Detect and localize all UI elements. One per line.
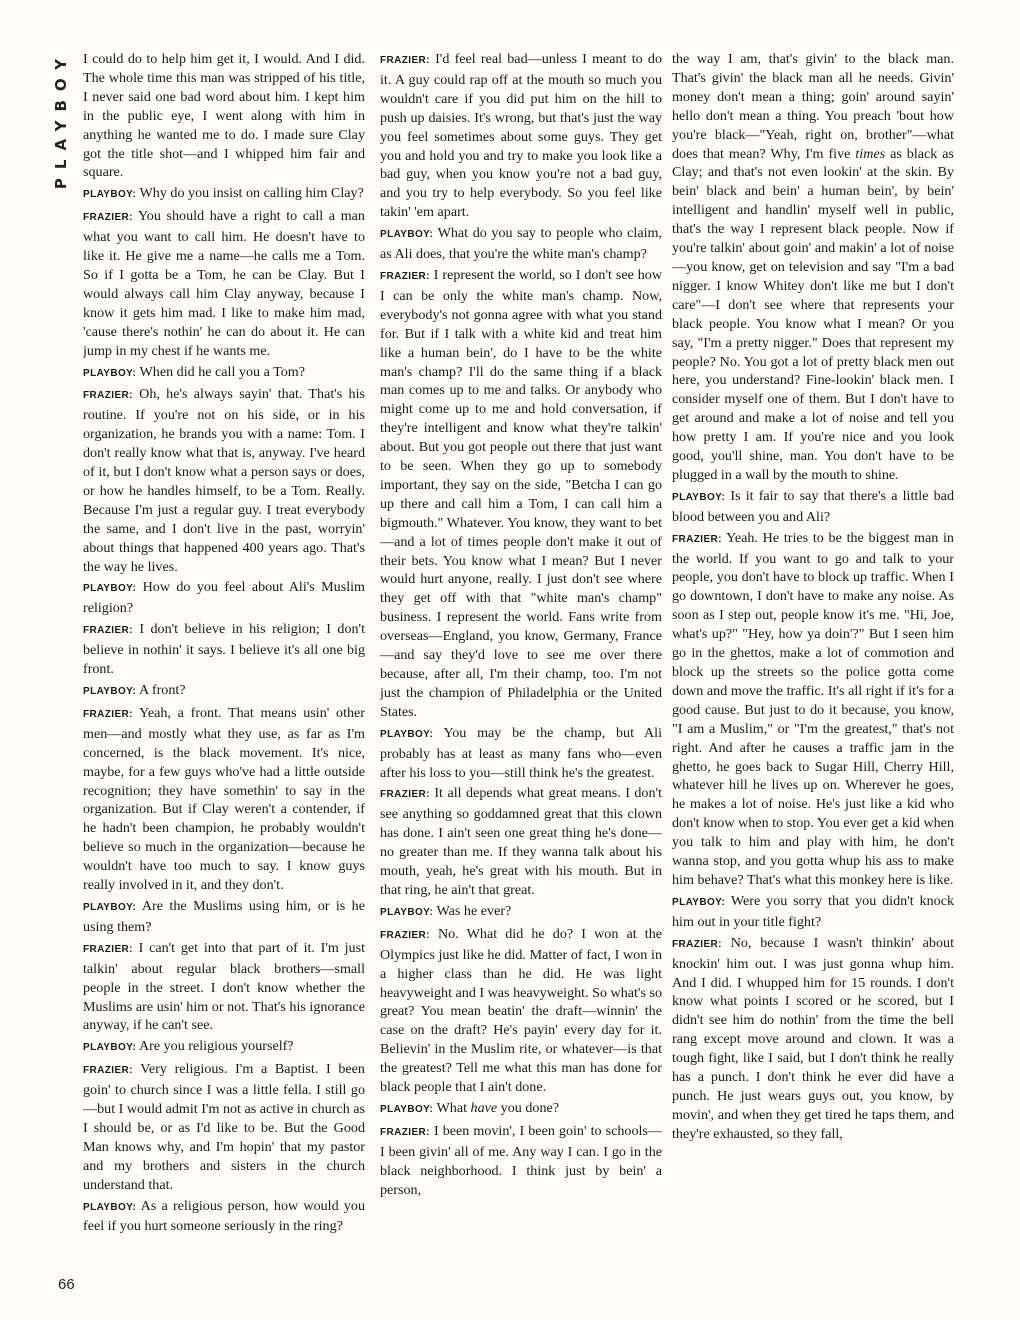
speaker-label: FRAZIER: bbox=[380, 270, 430, 282]
interview-paragraph bbox=[83, 897, 365, 937]
interview-paragraph bbox=[672, 934, 954, 1144]
speaker-label: PLAYBOY: bbox=[380, 1103, 434, 1115]
speaker-label: PLAYBOY: bbox=[83, 189, 137, 201]
paragraph-text: I could do to help him get it, I would. And I did. The whole time this man was stripped of his title, I never said one bad word about him. I kept him in the public eye, I went along with him in anything he wanted me to do. I made sure Clay got the title shot—and I whipped him fair and square. bbox=[83, 51, 365, 181]
paragraph-text: Are the Muslims using him, or is he using them? bbox=[83, 897, 365, 935]
speaker-label: PLAYBOY: bbox=[83, 1201, 137, 1213]
paragraph-text: Are you religious yourself? bbox=[138, 1038, 294, 1055]
interview-paragraph bbox=[83, 363, 365, 384]
speaker-label: PLAYBOY: bbox=[672, 491, 726, 503]
paragraph-text: It all depends what great means. I don't see anything so goddamned great that this clown has done. I ain't seen one great thing he's done—no greater than me. If they wanna talk about his mouth, yeah, he's great with his mouth. But in that ring, he ain't that great. bbox=[380, 785, 662, 898]
speaker-label: FRAZIER: bbox=[380, 55, 430, 66]
interview-paragraph bbox=[83, 681, 365, 702]
text-column-1 bbox=[83, 50, 365, 1290]
interview-paragraph bbox=[380, 902, 662, 923]
paragraph-text: the way I am, that's givin' to the black man. That's givin' the black man all he needs. Givin' money don't mean a thing; goin' around sayin' hello don't mean a thing. You preach 'bout how you're black—"Yeah, right on, brother"—what does that mean? Why, I'm five times as black as Clay; and that's not even lookin' at the skin. By bein' black and bein' a human bein', by bein' intelligent and handlin' myself well in public, that's the way I represent black people. Now if you're talkin' about goin' and makin' a lot of noise—you know, get on television and say "I'm a bad nigger. I know Whitey don't like me but I don't care"—I don't see where that represents your black people. You know what I mean? Or you say, "I'm a pretty nigger." Does that represent my people? No. You got a lot of pretty black men out here, you understand? Fine-lookin' black men. I consider myself one of them. But I don't have to get around and make a lot of noise and tell you how pretty I am. If you're nice and you look good, you'll shine, man. You don't have to be plugged in a wall by the mouth to shine. bbox=[672, 51, 954, 483]
interview-paragraph bbox=[380, 1099, 662, 1120]
interview-paragraph bbox=[380, 224, 662, 264]
speaker-label: FRAZIER: bbox=[83, 625, 133, 637]
interview-paragraph bbox=[83, 385, 365, 576]
interview-paragraph bbox=[83, 578, 365, 618]
speaker-label: FRAZIER: bbox=[83, 708, 133, 720]
interview-paragraph bbox=[83, 207, 365, 360]
speaker-label: FRAZIER: bbox=[672, 533, 722, 545]
paragraph-text: Oh, he's always sayin' that. That's his routine. If you're not on his side, or in his organization, he brands you with a name: Tom. I don't really know what that is, anyway. I've heard of it, but I don't know what a person says or does, or how he handles himself, to be a Tom. Really. Because I'm just a regular guy. I treat everybody the same, and I don't live in the past, worryin' about things that happened 400 years ago. That's the way he lives. bbox=[83, 386, 365, 575]
paragraph-text: Were you sorry that you didn't knock him out in your title fight? bbox=[672, 892, 954, 930]
paragraph-text: No, because I wasn't thinkin' about knockin' him out. I was just gonna whup him. And I did. I whupped him for 15 rounds. I don't know what points I scored or he scored, but I didn't see him do nothin' from the time the bell rang except move around and clown. It was a tough fight, like I said, but I don't think he really has a punch. I don't think he ever did have a punch. He just wears guys out, you know, by movin', and when they get tired he taps them, and they're exhausted, so they fall, bbox=[672, 934, 954, 1142]
paragraph-text: I been movin', I been goin' to schools—I been givin' all of me. Any way I can. I go in the black neighborhood. I think just by bein' a person, bbox=[380, 1122, 662, 1198]
interview-paragraph bbox=[380, 724, 662, 783]
speaker-label: FRAZIER: bbox=[380, 789, 430, 801]
text-column-2 bbox=[380, 50, 662, 1290]
speaker-label: PLAYBOY: bbox=[83, 583, 137, 595]
speaker-label: PLAYBOY: bbox=[83, 1042, 137, 1054]
speaker-label: FRAZIER: bbox=[380, 929, 430, 941]
interview-paragraph bbox=[380, 50, 662, 222]
paragraph-text: You should have a right to call a man what you want to call him. He doesn't have to like it. He give me a name—he calls me a Tom. So if I gotta be a Tom, he can be Clay. But I would always call him Clay anyway, because I know it gets him mad. I like to make him mad, 'cause there's nothin' he can do about it. He can jump in my chest if he wants me. bbox=[83, 208, 365, 359]
speaker-label: PLAYBOY: bbox=[83, 686, 137, 697]
paragraph-text: How do you feel about Ali's Muslim religion? bbox=[83, 579, 365, 617]
interview-paragraph bbox=[672, 50, 954, 485]
interview-paragraph bbox=[380, 1122, 662, 1200]
paragraph-text: No. What did he do? I won at the Olympics just like he did. Matter of fact, I won in a higher class than he did. He was light heavyweight and I was heavyweight. So what's so great? You mean beatin' the draft—winnin' the case on the draft? He's payin' every day for it. Believin' in the Muslim rite, or whatever—is that the greatest? Tell me what this man has done for black people that I ain't done. bbox=[380, 925, 662, 1096]
speaker-label: FRAZIER: bbox=[672, 938, 722, 950]
paragraph-text: When did he call you a Tom? bbox=[139, 363, 305, 380]
interview-paragraph bbox=[380, 266, 662, 722]
speaker-label: FRAZIER: bbox=[83, 390, 133, 402]
paragraph-text: I can't get into that part of it. I'm just talkin' about regular black brothers—small people in the street. I don't know whether the Muslims are usin' him or not. That's his ignorance anyway, if he can't see. bbox=[83, 939, 365, 1034]
paragraph-text: Yeah. He tries to be the biggest man in the world. If you want to go and talk to your people, you don't have to block up traffic. When I go downtown, I don't have to make any noise. As soon as I step out, people know it's me. "Hi, Joe, what's up?" "Hey, how ya doin'?" But I seen him go in the ghettos, make a lot of commotion and block up the streets so the police gotta come down and move the traffic. It's all right if it's for a good cause. But just to do it because, you know, "I am a Muslim," or "I'm the greatest," that's not right. And after he causes a traffic jam in the ghetto, he goes back to Sugar Hill, Cherry Hill, whatever hill he lives up on. Wherever he goes, he makes a lot of noise. He's just like a kid who don't know when to stop. You ever get a kid when you talk to him and play with him, he don't wanna stop, and you gotta whup his ass to make him behave? That's what this monkey here is like. bbox=[672, 529, 954, 888]
paragraph-text: I don't believe in his religion; I don't believe in nothin' it says. I believe it's all one big front. bbox=[83, 621, 365, 678]
speaker-label: PLAYBOY: bbox=[380, 728, 434, 740]
interview-paragraph bbox=[672, 487, 954, 527]
speaker-label: FRAZIER: bbox=[83, 212, 133, 224]
interview-paragraph bbox=[672, 892, 954, 932]
speaker-label: PLAYBOY: bbox=[83, 901, 137, 913]
speaker-label: FRAZIER: bbox=[83, 1065, 133, 1077]
interview-paragraph bbox=[83, 704, 365, 895]
interview-paragraph bbox=[380, 784, 662, 899]
interview-paragraph bbox=[83, 1197, 365, 1237]
paragraph-text: Why do you insist on calling him Clay? bbox=[139, 185, 364, 202]
paragraph-text: As a religious person, how would you feel if you hurt someone seriously in the ring? bbox=[83, 1197, 365, 1235]
interview-paragraph bbox=[380, 925, 662, 1097]
speaker-label: FRAZIER: bbox=[380, 1126, 430, 1138]
masthead-playboy: PLAYBOY bbox=[52, 50, 70, 190]
paragraph-text: I represent the world, so I don't see how I can be only the white man's champ. Now, everybody's not gonna agree with what you stand for. But if I talk with a white kid and treat him like a human bein', do I have to be the white man's champ? I'll do the same thing if a black man comes up to me and talks. Or anybody who might come up to me and hold conversation, if they're intelligent and know what they're talkin' about. But you got people out there that just want to be seen. When they go up to somebody important, they say on the side, "Betcha I can go up there and call him a Tom, I can call him a bigmouth." Whatever. You know, they want to bet—and a lot of times people don't make it out of their bets. You know what I mean? But I never would hurt anyone, really. I just don't see where they get off with that "white man's champ" business. I represent the world. Fans write from overseas—England, you know, Germany, France—and say they'd love to see me over there because, after all, I'm their champ, too. I'm not just the champion of Philadelphia or the United States. bbox=[380, 266, 662, 720]
paragraph-text: Was he ever? bbox=[436, 902, 512, 919]
paragraph-text: What have you done? bbox=[436, 1099, 559, 1116]
speaker-label: PLAYBOY: bbox=[380, 229, 434, 241]
speaker-label: PLAYBOY: bbox=[380, 906, 434, 918]
speaker-label: FRAZIER: bbox=[83, 943, 133, 955]
speaker-label: PLAYBOY: bbox=[672, 896, 726, 908]
paragraph-text: Yeah, a front. That means usin' other men—and mostly what they use, as far as I'm concerned, is the black movement. It's nice, maybe, for a few guys who've had a little outside recognition; they have somethin' to say in the organization. But if Clay weren't a contender, if he hadn't been champion, he probably wouldn't believe so much in the organization—because he wouldn't have too much to say. I know guys really involved in it, and they don't. bbox=[83, 704, 365, 894]
paragraph-text: Very religious. I'm a Baptist. I been goin' to church since I was a little fella. I still go—but I would admit I'm not as active in church as I should be, or as I'd like to be. But the Good Man knows why, and I'm hopin' that my pastor and my brothers and sisters in the church understand that. bbox=[83, 1061, 365, 1193]
interview-paragraph bbox=[83, 620, 365, 679]
paragraph-text: I'd feel real bad—unless I meant to do it. A guy could rap off at the mouth so much you wouldn't care if you did put him on the hill to push up daisies. It's wrong, but that's just the way you feel sometimes about some guys. They get you and hold you and try to make you look like a bad guy, when you know you're not a bad guy, and you try to help everybody. So you feel like takin' 'em apart. bbox=[380, 51, 662, 221]
paragraph-text: You may be the champ, but Ali probably has at least as many fans who—even after his loss to you—still think he's the greatest. bbox=[380, 724, 662, 781]
interview-paragraph bbox=[83, 50, 365, 182]
interview-paragraph bbox=[83, 1037, 365, 1058]
interview-paragraph bbox=[83, 1060, 365, 1194]
paragraph-text: Is it fair to say that there's a little bad blood between you and Ali? bbox=[672, 487, 954, 525]
page-number: 66 bbox=[58, 1276, 75, 1293]
paragraph-text: A front? bbox=[138, 682, 186, 698]
interview-paragraph bbox=[83, 184, 365, 205]
text-column-3 bbox=[672, 50, 954, 1290]
interview-paragraph bbox=[672, 529, 954, 890]
interview-paragraph bbox=[83, 939, 365, 1036]
paragraph-text: What do you say to people who claim, as Ali does, that you're the white man's champ? bbox=[380, 225, 662, 263]
speaker-label: PLAYBOY: bbox=[83, 367, 137, 379]
